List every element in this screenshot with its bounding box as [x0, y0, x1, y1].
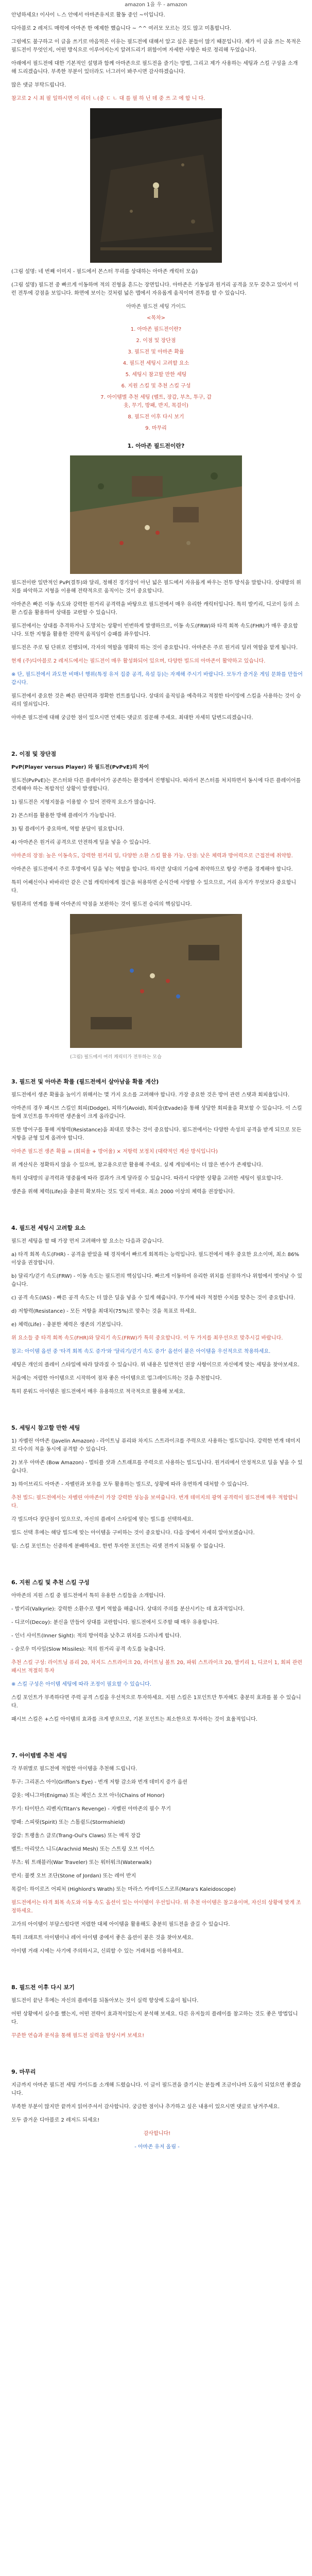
closing-thanks: 감사합니다! [143, 2131, 171, 2137]
section-paragraph: 필드전에서 중요한 것은 빠른 판단력과 정확한 컨트롤입니다. 상대의 움직임을 예측하고 적절한 타이밍에 스킬을 사용하는 것이 승리의 열쇠입니다. [11, 693, 301, 707]
item-recommendation: 부츠: 워 트래블러(War Traveler) 또는 워터워크(Waterwalk) [11, 1860, 152, 1866]
section-paragraph: c) 공격 속도(IAS) - 빠른 공격 속도는 더 많은 딜을 넣을 수 있게 해줍니다. 무기에 따라 적절한 수치를 맞추는 것이 중요합니다. [11, 1295, 296, 1301]
section-paragraph: 필드전에서 생존 확률을 높이기 위해서는 몇 가지 요소를 고려해야 합니다. 가장 중요한 것은 방어 관련 스탯과 회피율입니다. [11, 1092, 290, 1098]
toc-item[interactable]: 1. 아마존 필드전이란? [130, 327, 182, 332]
highlight-blue: ※ 단, 필드전에서 과도한 비매너 행위(특정 유저 집중 공격, 욕설 등)는 자제해 주시기 바랍니다. 모두가 즐거운 게임 문화를 만들어 갑시다. [11, 672, 303, 686]
section-paragraph: 특히 룬워드 아이템은 필드전에서 매우 유용하므로 적극적으로 활용해 보세요. [11, 1389, 185, 1395]
highlight-red: 필드전에서는 타격 회복 속도와 이동 속도 옵션이 있는 아이템이 우선입니다. 위 추천 아이템은 참고용이며, 자신의 상황에 맞게 조정하세요. [11, 1900, 301, 1914]
section-paragraph: 필드전은 주로 팀 단위로 진행되며, 각자의 역할을 명확히 하는 것이 중요합니다. 아마존은 주로 원거리 딜러 역할을 맡게 됩니다. [11, 645, 298, 651]
toc-item[interactable]: 9. 마무리 [145, 426, 167, 431]
closing-signature: - 아마존 유저 올림 - [134, 2144, 180, 2150]
page-header: amazon 1을 우 - amazon [125, 2, 187, 8]
highlight-blue: ※ 스킬 구성은 아이템 세팅에 따라 조정이 필요할 수 있습니다. [11, 1682, 152, 1687]
game-screenshot-battle [70, 914, 242, 1048]
section-paragraph: 필드전에서는 상대를 추격하거나 도망치는 상황이 빈번하게 발생하므로, 이동 속도(FRW)와 타격 회복 속도(FHR)가 매우 중요합니다. 또한 지형을 활용한 전략적 움직임이 승패를 좌우합니다. [11, 623, 298, 637]
section-paragraph: 아마존의 경우 패시브 스킬인 회피(Dodge), 피하기(Avoid), 회피술(Evade)을 통해 상당한 회피율을 확보할 수 있습니다. 이 스킬들에 포인트를 투자하면 생존율이 크게 올라갑니다. [11, 1106, 302, 1120]
section-paragraph: 어떤 상황에서 실수를 했는지, 어떤 전략이 효과적이었는지 분석해 보세요. 다른 유저들의 플레이를 참고하는 것도 좋은 방법입니다. [11, 2011, 298, 2025]
section-paragraph: 필드전이란 일반적인 PvP(결투)와 달리, 정해진 경기장이 아닌 넓은 필드에서 자유롭게 싸우는 전투 방식을 말합니다. 상대방의 위치를 파악하고 지형을 이용해 전략적으로 움직이는 것이 중요합니다. [11, 580, 301, 594]
item-recommendation: 방패: 스피릿(Spirit) 또는 스톰쉴드(Stormshield) [11, 1820, 125, 1825]
section-title: 4. 필드전 세팅시 고려할 요소 [11, 1225, 86, 1231]
section-paragraph: 위 계산식은 정확하지 않을 수 있으며, 참고용으로만 활용해 주세요. 실제 게임에서는 더 많은 변수가 존재합니다. [11, 1162, 263, 1168]
section-lead: PvP(Player versus Player) 와 필드전(PvPvE)의 차이 [11, 765, 149, 770]
section-title: 8. 필드전 이후 다시 보기 [11, 1984, 75, 1991]
section-paragraph: - 인너 사이트(Inner Sight): 적의 방어력을 낮추고 위치를 드러나게 합니다. [11, 1633, 182, 1639]
section-paragraph: 세팅은 개인의 플레이 스타일에 따라 달라질 수 있습니다. 위 내용은 일반적인 권장 사항이므로 자신에게 맞는 세팅을 찾아보세요. [11, 1362, 300, 1368]
intro-paragraph: 많은 댓글 부탁드립니다. [11, 82, 66, 88]
toc-item[interactable]: 3. 필드전 및 아마존 확률 [128, 349, 184, 355]
section-paragraph: 2) 보우 아마존 (Bow Amazon) - 멀티플 샷과 스트래프를 주력으로 사용하는 빌드입니다. 원거리에서 안정적으로 딜을 넣을 수 있습니다. [11, 1460, 303, 1474]
section-title: 3. 필드전 및 아마존 확률 (필드전에서 살아남을 확률 계산) [11, 1078, 159, 1085]
intro-paragraph: 디아블로 2 레저드 매력에 아마존 한 예제한 했습니다 ~ ^^ 여러모 모르는 것도 많고 미흡합니다. [11, 26, 231, 31]
intro-paragraph: 그럼에도 불구하고 이 글을 쓰기로 마음먹은 이유는 필드전에 대해서 알고 싶은 분들이 많기 때문입니다. 제가 이 글을 쓰는 목적은 필드전이 무엇인지, 어떤 방식으로 이루어지는지 알려드리기 위함이며 자세한 사항은 따로 정리해 두었습니다. [11, 39, 301, 53]
game-screenshot-dark [90, 108, 222, 263]
section-paragraph: - 발키리(Valkyrie): 강력한 소환수로 탱커 역할을 해줍니다. 상대의 주의를 분산시키는 데 효과적입니다. [11, 1606, 245, 1612]
section-paragraph: 생존을 위해 체력(Life)을 충분히 확보하는 것도 잊지 마세요. 최소 2000 이상의 체력을 권장합니다. [11, 1189, 235, 1195]
section-paragraph: 2) 몬스터를 활용한 방해 플레이가 가능합니다. [11, 813, 116, 819]
image-caption: (그림) 필드에서 여러 캐릭터가 전투하는 모습 [70, 1055, 162, 1060]
section-title: 2. 이점 및 장단점 [11, 751, 57, 757]
intro-paragraph: (그림 설명) 필드전 중 빠르게 이동하며 적의 진형을 흔드는 장면입니다. 아마존은 기동성과 원거리 공격을 모두 갖추고 있어서 이런 전투에 강점을 보입니다. 화면에 보이는 것처럼 넓은 맵에서 자유롭게 움직이며 전투를 할 수 있습니다. [11, 282, 299, 296]
intro-paragraph: 아래에서 필드전에 대한 기본적인 설명과 함께 아마존으로 필드전을 즐기는 방법, 그리고 제가 사용하는 세팅과 스킬 구성을 소개해 드리겠습니다. 부족한 부분이 있더라도 너그러이 봐주시면 감사하겠습니다. [11, 61, 298, 75]
toc-item: <목차> [146, 315, 166, 321]
section-paragraph: 아마존은 필드전에서 주로 후방에서 딜을 넣는 역할을 합니다. 하지만 상대의 기습에 취약하므로 항상 주변을 경계해야 합니다. [11, 867, 293, 872]
item-recommendation: 반지: 불켓 오브 조단(Stone of Jordan) 또는 레어 반지 [11, 1873, 136, 1879]
section-paragraph: 모두 즐거운 디아블로 2 레저드 되세요! [11, 2117, 100, 2123]
section-paragraph: d) 저항력(Resistance) - 모든 저항을 최대치(75%)로 맞추는 것을 목표로 하세요. [11, 1309, 197, 1314]
section-paragraph: b) 달리기/걷기 속도(FRW) - 이동 속도는 필드전의 핵심입니다. 빠르게 이동하여 유리한 위치를 선점하거나 위험에서 벗어날 수 있습니다. [11, 1274, 302, 1287]
highlight-red: 추천 빌드: 필드전에서는 자벨린 아마존이 가장 강력한 성능을 보여줍니다. 번개 데미지의 광역 공격력이 필드전에 매우 적합합니다. [11, 1495, 298, 1509]
section-paragraph: 아마존의 지원 스킬 중 필드전에서 특히 유용한 스킬들을 소개합니다. [11, 1593, 166, 1599]
toc-item[interactable]: 4. 필드전 세팅시 고려할 요소 [123, 361, 189, 366]
section-title: 9. 마무리 [11, 2069, 36, 2075]
section-title: 1. 아마존 필드전이란? [127, 443, 185, 449]
section-paragraph: 아마존 필드전에 대해 궁금한 점이 있으시면 언제든 댓글로 질문해 주세요. 최대한 자세히 답변드리겠습니다. [11, 715, 253, 721]
highlight-red: 꾸준한 연습과 분석을 통해 필드전 실력을 향상시켜 보세요! [11, 2033, 145, 2039]
section-paragraph: 스킬 포인트가 부족하다면 주력 공격 스킬을 우선적으로 투자하세요. 지원 스킬은 1포인트만 투자해도 충분히 효과를 볼 수 있습니다. [11, 1695, 301, 1709]
section-paragraph: 필드전이 끝난 후에는 자신의 플레이를 되돌아보는 것이 실력 향상에 도움이 됩니다. [11, 1998, 199, 2004]
section-paragraph: 부족한 부분이 많지만 끝까지 읽어주셔서 감사합니다. 궁금한 점이나 추가하고 싶은 내용이 있으시면 댓글로 남겨주세요. [11, 2104, 280, 2110]
toc-item[interactable]: 6. 지원 스킬 및 추천 스킬 구성 [121, 383, 191, 389]
game-scene-battle-svg [70, 914, 242, 1048]
section-paragraph: 필드전(PvPvE)는 몬스터와 다른 플레이어가 공존하는 환경에서 진행됩니다. 따라서 몬스터를 처치하면서 동시에 다른 플레이어를 견제해야 하는 복합적인 상황이 발생합니다. [11, 778, 301, 792]
section-paragraph: 아마존은 빠른 이동 속도와 강력한 원거리 공격력을 바탕으로 필드전에서 매우 유리한 캐릭터입니다. 특히 발키리, 디코이 등의 소환 스킬을 활용하여 상대를 교란할 수 있습니다. [11, 602, 300, 616]
section-paragraph: 팀원과의 연계를 통해 아마존의 약점을 보완하는 것이 필드전 승리의 핵심입니다. [11, 902, 192, 907]
section-title: 6. 지원 스킬 및 추천 스킬 구성 [11, 1579, 90, 1586]
highlight-red: 추천 스킬 구성: 라이트닝 퓨리 20, 차지드 스트라이크 20, 라이트닝 볼트 20, 파워 스트라이크 20, 발키리 1, 디코이 1, 회피 관련 패시브 적절히 투자 [11, 1660, 303, 1674]
caption: (그림 설명: 네 번째 이미지 - 필드에서 몬스터 무리를 상대하는 아마존 캐릭터 모습) [11, 269, 198, 275]
section-paragraph: 필드전 세팅을 할 때 가장 먼저 고려해야 할 요소는 다음과 같습니다. [11, 1239, 164, 1244]
toc-item[interactable]: 2. 이점 및 장단점 [136, 338, 176, 344]
section-paragraph: 지금까지 아마존 필드전 세팅 가이드를 소개해 드렸습니다. 이 글이 필드전을 즐기시는 분들께 조금이나마 도움이 되었으면 좋겠습니다. [11, 2082, 301, 2096]
section-paragraph: 1) 필드전은 지형지물을 이용할 수 있어 전략적 요소가 많습니다. [11, 800, 156, 805]
section-paragraph: 고가의 아이템이 부담스럽다면 저렴한 대체 아이템을 활용해도 충분히 필드전을 즐길 수 있습니다. [11, 1922, 230, 1927]
section-paragraph: 각 부위별로 필드전에 적합한 아이템을 추천해 드립니다. [11, 1766, 137, 1772]
section-title: 7. 아이템별 추천 세팅 [11, 1752, 67, 1759]
section-paragraph: 처음에는 저렴한 아이템으로 시작하여 점차 좋은 아이템으로 업그레이드하는 것을 추천합니다. [11, 1376, 222, 1381]
section-paragraph: e) 체력(Life) - 충분한 체력은 생존의 기본입니다. [11, 1322, 123, 1328]
section-paragraph: - 슬로우 미사일(Slow Missiles): 적의 원거리 공격 속도를 늦춥니다. [11, 1647, 165, 1652]
item-recommendation: 갑옷: 에니그마(Enigma) 또는 체인스 오브 아너(Chains of Honor) [11, 1793, 165, 1799]
section-paragraph: 패시브 스킬은 +스킬 아이템의 효과를 크게 받으므로, 기본 포인트는 최소한으로 투자하는 것이 효율적입니다. [11, 1717, 257, 1722]
section-paragraph: 특히 상대방의 공격력과 명중률에 따라 결과가 크게 달라질 수 있습니다. 따라서 다양한 상황을 고려한 세팅이 필요합니다. [11, 1176, 283, 1181]
section-paragraph: 4) 아마존은 원거리 공격으로 안전하게 딜을 넣을 수 있습니다. [11, 840, 151, 845]
item-recommendation: 장갑: 트랭울스 클로(Trang-Oul's Claws) 또는 매직 장갑 [11, 1833, 141, 1839]
item-recommendation: 투구: 그리폰스 아이(Griffon's Eye) - 번개 저항 감소와 번개 데미지 증가 옵션 [11, 1780, 187, 1785]
highlight-red: 아마존 필드전 생존 확률 = (회피율 + 방어율) × 저항력 보정치 (대략적인 계산 방식입니다) [11, 1149, 218, 1155]
section-paragraph: 각 빌드마다 장단점이 있으므로, 자신의 플레이 스타일에 맞는 빌드를 선택하세요. [11, 1517, 194, 1522]
highlight-red: 아마존의 장점: 높은 이동속도, 강력한 원거리 딜, 다양한 소환 스킬 활용 가능. 단점: 낮은 체력과 방어력으로 근접전에 취약함. [11, 853, 293, 859]
toc-item[interactable]: 5. 세팅시 참고할 만한 세팅 [125, 372, 187, 378]
intro-link-text: 참고로 2 시 최 필 일하시면 이 리더 ㄴ(중 ㄷ ㄴ 대 를 필 하 닌 데 중 쓰 고 에 합 니 다. [11, 96, 205, 101]
section-paragraph: 3) 하이브리드 아마존 - 자벨린과 보우를 모두 활용하는 빌드로, 상황에 따라 유연하게 대처할 수 있습니다. [11, 1482, 249, 1487]
section-paragraph: 특히 어쌔신이나 바바리안 같은 근접 캐릭터에게 접근을 허용하면 순식간에 사망할 수 있으므로, 거리 유지가 무엇보다 중요합니다. [11, 880, 297, 894]
section-paragraph: 특히 크래프트 아이템이나 레어 아이템 중에서 좋은 옵션이 붙은 것을 찾아보세요. [11, 1935, 194, 1941]
game-scene-dark-svg [90, 108, 222, 263]
item-recommendation: 목걸이: 하이로즈 어피처 (Highlord's Wrath) 또는 마라스 카레이도스코프(Mara's Kaleidoscope) [11, 1887, 236, 1892]
game-screenshot-field [70, 455, 242, 574]
section-paragraph: 1) 자벨린 아마존 (Javelin Amazon) - 라이트닝 퓨리와 차지드 스트라이크를 주력으로 사용하는 빌드입니다. 강력한 번개 데미지로 다수의 적을 동시에 공격할 수 있습니다. [11, 1438, 301, 1452]
section-paragraph: 3) 팀 플레이가 중요하며, 역할 분담이 필요합니다. [11, 826, 125, 832]
intro-paragraph: 안녕하세요! 이사이 ㄴ스 안에서 아마존유저로 활동 중인 ~이입니다. [11, 12, 165, 18]
section-paragraph: - 디코이(Decoy): 분신을 만들어 상대를 교란합니다. 필드전에서 도주할 때 매우 유용합니다. [11, 1620, 219, 1625]
section-paragraph: 아이템 거래 시에는 사기에 주의하시고, 신뢰할 수 있는 거래처를 이용하세요. [11, 1948, 184, 1954]
highlight-red: 위 요소들 중 타격 회복 속도(FHR)와 달리기 속도(FRW)가 특히 중요합니다. 이 두 가지를 최우선으로 맞추시길 바랍니다. [11, 1335, 283, 1341]
highlight-blue: 참고: 아이템 옵션 중 '타격 회복 속도 증가'와 '달리기/걷기 속도 증가' 옵션이 붙은 아이템을 우선적으로 착용하세요. [11, 1349, 271, 1354]
section-paragraph: 팁: 스킬 포인트는 신중하게 분배하세요. 한번 투자한 포인트는 리셋 전까지 되돌릴 수 없습니다. [11, 1544, 225, 1549]
section-paragraph: 빌드 선택 후에는 해당 빌드에 맞는 아이템을 구비하는 것이 중요합니다. 다음 장에서 자세히 알아보겠습니다. [11, 1530, 255, 1536]
section-paragraph: 또한 방어구를 통해 저항력(Resistance)을 최대로 맞추는 것이 중요합니다. 필드전에서는 다양한 속성의 공격을 받게 되므로 모든 저항을 균형 있게 올려야 합니다. [11, 1127, 302, 1141]
section-title: 5. 세팅시 참고할 만한 세팅 [11, 1425, 80, 1431]
item-recommendation: 벨트: 아리앗스 니드(Arachnid Mesh) 또는 스트링 오브 이어스 [11, 1846, 155, 1852]
game-scene-field-svg [70, 455, 242, 574]
highlight-red: 현재 (주)디아블로 2 레저드에서는 필드전이 매우 활성화되어 있으며, 다양한 빌드의 아마존이 활약하고 있습니다. [11, 658, 266, 664]
section-paragraph: a) 타격 회복 속도(FHR) - 공격을 받았을 때 경직에서 빠르게 회복하는 능력입니다. 필드전에서 매우 중요한 요소이며, 최소 86% 이상을 권장합니다. [11, 1252, 299, 1266]
toc-heading: 아마존 필드전 세팅 가이드 [126, 304, 186, 310]
toc-item[interactable]: 7. 아이템별 추천 세팅 (벨트, 장갑, 부츠, 투구, 갑옷, 무기, 방패, 반지, 목걸이) [100, 395, 212, 409]
toc-item[interactable]: 8. 필드전 이후 다시 보기 [128, 414, 184, 420]
item-recommendation: 무기: 타이탄스 리벤지(Titan's Revenge) - 자벨린 아마존의 필수 무기 [11, 1806, 171, 1812]
table-of-contents [99, 303, 213, 433]
